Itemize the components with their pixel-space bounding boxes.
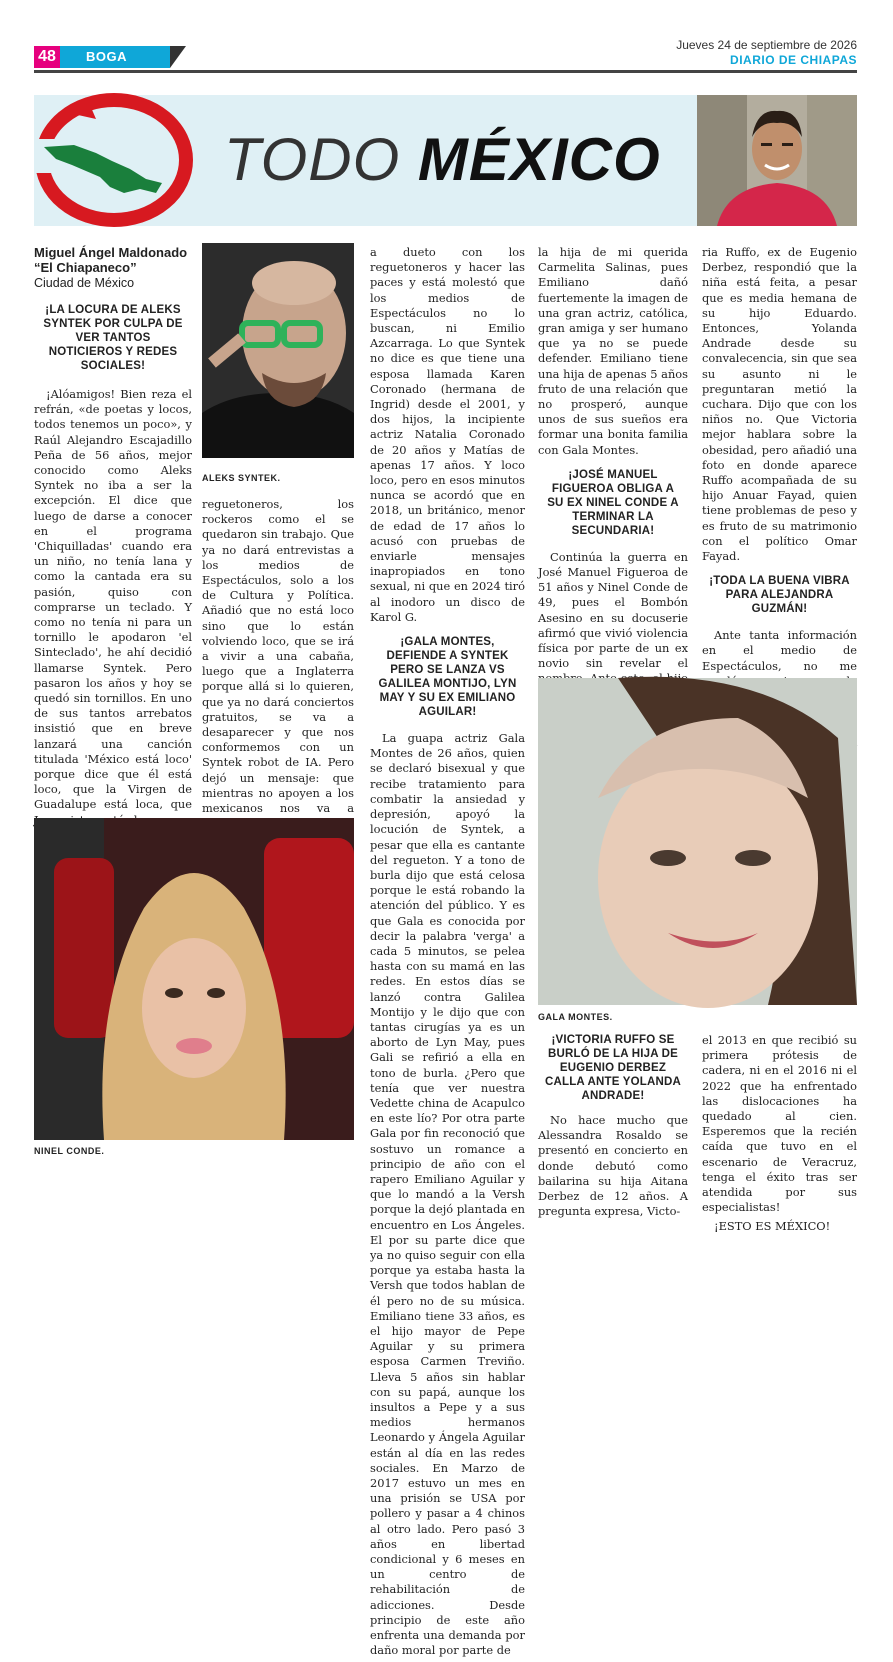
columnist-portrait-icon <box>697 95 857 226</box>
body-paragraph: Ante tanta información en el medio de Espectáculos, no me <box>702 628 857 673</box>
body-paragraph: reguetoneros, los rockeros como el se quedaron sin trabajo. Que ya no dará entrevistas a los medios de Espectáculos, solo a los de Cultura y Política. Añadió que no está loco sino que lo están volviendo loco, que se irá a vivir a una cabaña, luego que a Inglaterra porque allá si lo quieren, que ya no dará conciertos gratuitos, se va a desaparecer y que nos conformemos con un Syntek robot de IA. Pero dejó un mensaje: que mientras no apoyen a los mexicanos nos va a <box>202 497 354 816</box>
newspaper-name: DIARIO DE CHIAPAS <box>730 53 857 67</box>
page-number: 48 <box>34 46 60 68</box>
gala-montes-photo <box>538 678 857 1005</box>
closing-line: ¡ESTO ES MÉXICO! <box>714 1219 831 1234</box>
section-tab-arrow <box>170 46 186 68</box>
body-paragraph: ria Ruffo, ex de Eugenio Derbez, respondió que la niña está feita, a pesar que es media hemana de su hijo Eduardo. Entonces, Yolanda Andrade desde su convalecencia, sin que sea su asunto ni le preguntaran metió la cuchara. Dijo que con los niños no. Que Victoria mejor hablara sobre la obesidad, pero añadió una foto en donde aparece Ruffo acompañada de su hijo Anuar Fayad, quien tiene problemas de peso y es fruto de su matrimonio con el político Omar Fayad. <box>702 245 857 564</box>
headline-alejandra-guzman: ¡TODA LA BUENA VIBRA PARA ALEJANDRA GUZMÁN! <box>709 575 850 616</box>
headline-gala-montes: ¡GALA MONTES, DEFIENDE A SYNTEK PERO SE LANZA VS GALILEA MONTIJO, LYN MAY Y SU EX EMILIANO AGUILAR! <box>378 636 517 719</box>
issue-date: Jueves 24 de septiembre de 2026 <box>676 38 857 52</box>
body-paragraph: La guapa actriz Gala Montes de 26 años, quien se declaró bisexual y que recibe tratamiento para combatir la ansiedad y depresión, apoyó la locución de Syntek, a pesar que ella es cantante del regueton. Y a tono de burla dijo que está celosa porque le está robando la atención del público. Y es que Gala es conocida por decir la palabra 'verga' a cada 5 minutos, se pelea hasta con su mamá en las redes. En estos días se lanzó contra Galilea Montijo y le dijo que con tantas cirugías ya es un aborto de Lyn May, pues Gali se refirió a ella en tono de burla. ¿Pero que tenía que ver nuestra Vedette china de Acapulco en este lío? Por otra parte Gala por fin reconoció que sostuvo un romance a principio de año con el rapero Emiliano Aguilar y que lo mandó a la Versh porque la dejó plantada en encuentro en Los Ángeles. El por su parte dice que ya no quiso seguir con ella porque ya estaba hasta la Versh que todos hablan de él pero no de su música. Emiliano tiene 33 años, es el hijo mayor de Pepe Aguilar y su primera esposa Carmen Treviño. Lleva 5 años sin hablar con su papá, aunque los insultos a Pepe y a sus medios hermanos Leonardo y Ángela Aguilar están al día en las redes sociales. En Marzo de 2017 estuvo un mes en una prisión se USA por pollero y pasar a 4 chinos al otro lado. Pero pasó 3 años en libertad condicional y 6 meses en un centro de rehabilitación de adicciones. Desde principio de este año enfrenta una demanda por daño moral por parte de <box>370 731 525 1658</box>
photo-caption-syntek: ALEKS SYNTEK. <box>202 473 281 483</box>
header-rule <box>34 70 857 73</box>
photo-caption-gala: GALA MONTES. <box>538 1012 613 1022</box>
author-name: Miguel Ángel Maldonado “El Chiapaneco” <box>34 245 188 275</box>
article-column-5-bottom <box>702 1033 857 1239</box>
column-banner <box>34 95 857 226</box>
body-paragraph: la hija de mi querida Carmelita Salinas, pues Emiliano dañó fuertemente la imagen de una gran actriz, católica, gran amiga y ser humano que ya no se puede defender. Emiliano tiene una hija de apenas 5 años fruto de una relación que no prosperó, aunque unos de sus sueños era formar una bonita familia con Gala Montes. <box>538 245 688 457</box>
body-paragraph: Continúa la guerra en José Manuel Figueroa de 51 años y Ninel Conde de 49, pues el Bombón Asesino en su docuserie afirmó que vivió violencia física por parte de un ex novio sin revelar el <box>538 549 688 671</box>
ninel-conde-photo <box>34 818 354 1140</box>
author-city: Ciudad de México <box>34 276 135 290</box>
body-paragraph: No hace mucho que Alessandra Rosaldo se presentó en concierto en donde debutó como bailarina su hija Aitana Derbez de 12 años. A pregunta expresa, Victo- <box>538 1113 688 1219</box>
aleks-syntek-photo <box>202 243 354 458</box>
banner-title: TODO MÉXICO <box>224 126 661 193</box>
article-column-4-bottom <box>538 1033 688 1223</box>
headline-victoria-ruffo: ¡VICTORIA RUFFO SE BURLÓ DE LA HIJA DE EUGENIO DERBEZ CALLA ANTE YOLANDA ANDRADE! <box>544 1034 682 1102</box>
article-column-3 <box>370 245 525 1662</box>
section-label: BOGA <box>60 46 170 68</box>
headline-syntek: ¡LA LOCURA DE ALEKS SYNTEK POR CULPA DE VER TANTOS NOTICIEROS Y REDES SOCIALES! <box>43 304 183 372</box>
headline-figueroa: ¡JOSÉ MANUEL FIGUEROA OBLIGA A SU EX NINEL CONDE A TERMINAR LA SECUNDARIA! <box>547 468 679 537</box>
mexico-map-emblem-icon <box>34 95 182 226</box>
body-paragraph: ¡Alóamigos! Bien reza el refrán, «de poetas y locos, todos tenemos un poco», y Raúl Alejandro Escajadillo Peña de 56 años, mejor conocido como Aleks Syntek no iba a ser la excepción. El dice que luego de darse a conocer en el programa 'Chiquilladas' cuando era un niño, no tenía lana y como la cantada era su pasión, quiso con comprarse un teclado. Y como no tenía ni para un tornillo le apodaron 'el Sinteclado', he ahí decidió llamarse Syntek. Pero pasaron los años y hoy se quedó sin tornillos. En uno de sus tantos arrebatos insistió que en breve lanzará una canción titulada 'México está loco' porque dice que él está loco, que la Virgen de Guadalupe está loca, que <box>34 387 192 812</box>
body-paragraph: el 2013 en que recibió su primera prótesis de cadera, ni en el 2016 ni el 2022 que ha enfrentado las dislocaciones ha quedado al cien. Esperemos que la recién caída que tuvo en el escenario de Veracruz, tenga el éxito tras ser atendida por sus especialistas! <box>702 1033 857 1215</box>
body-paragraph: a dueto con los reguetoneros y hacer las paces y está molestó que los medios de Espectáculos no lo buscan, ni Emilio Azcarraga. Lo que Syntek no dice es que tiene una esposa llamada Karen Coronado (hermana de Ingrid) desde el 2001, y dos hijos, la incipiente actriz Natalia Coronado de 20 años y Matías de apenas 17 años. Y loco loco, pero en esos minutos nunca se acordó que en 2018, un británico, menor de edad de 17 años lo acusó con pruebas de enviarle mensajes inapropiados en tono sexual, ni que en 2024 tiró al inodoro un disco de Karol G. <box>370 245 525 624</box>
photo-caption-ninel: NINEL CONDE. <box>34 1146 105 1156</box>
